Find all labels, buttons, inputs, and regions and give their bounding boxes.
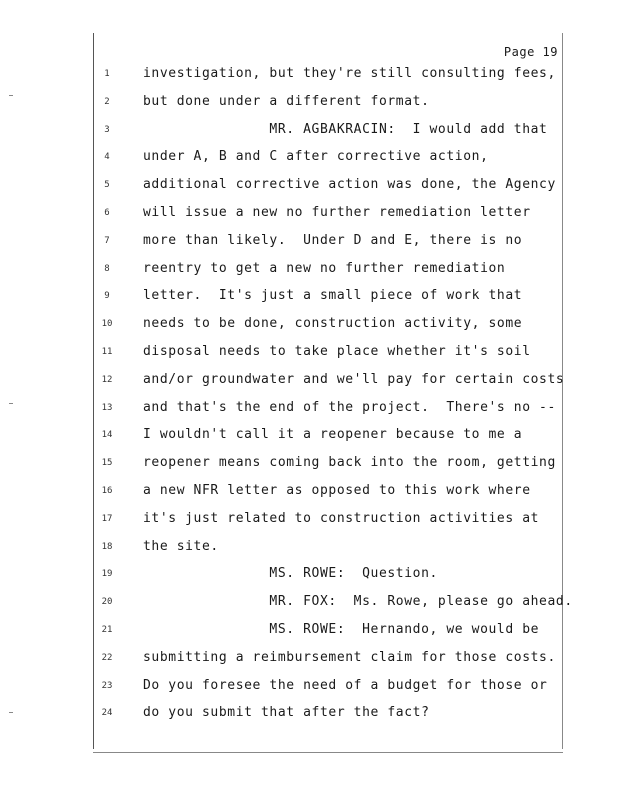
line-text: the site. (143, 538, 219, 554)
line-text: it's just related to construction activities at (143, 510, 540, 526)
line-number: 1 (104, 69, 110, 79)
line-number: 23 (101, 680, 113, 691)
line-number: 11 (101, 347, 113, 357)
transcript-line (0, 149, 618, 169)
line-text: reopener means coming back into the room, getting (143, 455, 556, 471)
line-text: and/or groundwater and we'll pay for certain costs (143, 371, 565, 387)
line-number: 2 (104, 96, 110, 107)
line-number: 19 (101, 569, 113, 580)
transcript-line (0, 705, 618, 725)
line-number: 13 (101, 402, 113, 413)
line-text: do you submit that after the fact? (143, 705, 430, 721)
line-number: 21 (101, 625, 113, 635)
line-text: disposal needs to take place whether it's soil (143, 344, 531, 359)
transcript-line (0, 455, 618, 475)
line-number: 17 (101, 513, 113, 524)
transcript-line (0, 261, 618, 281)
transcript-line (0, 622, 618, 642)
line-text: MS. ROWE: Question. (143, 566, 438, 582)
line-number: 4 (104, 152, 110, 163)
line-text: more than likely. Under D and E, there is no (143, 232, 523, 248)
transcript-line (0, 400, 618, 420)
transcript-line (0, 566, 618, 586)
transcript-line (0, 316, 618, 336)
line-number: 3 (104, 124, 110, 135)
transcript-line (0, 344, 618, 364)
line-text: investigation, but they're still consulting fees, (143, 66, 556, 81)
transcript-line (0, 66, 618, 86)
transcript-line (0, 372, 618, 392)
line-text: reentry to get a new no further remediation (143, 260, 506, 276)
line-number: 10 (101, 319, 113, 330)
transcript-line (0, 94, 618, 114)
line-text: under A, B and C after corrective action, (143, 149, 489, 165)
transcript-line (0, 678, 618, 698)
line-number: 14 (101, 430, 113, 441)
page-number-label: Page 19 (503, 45, 558, 59)
transcript-line (0, 511, 618, 531)
line-number: 16 (101, 486, 113, 496)
transcript-line (0, 650, 618, 670)
line-text: additional corrective action was done, the Agency (143, 177, 556, 193)
line-number: 20 (101, 597, 113, 608)
line-number: 15 (101, 458, 113, 469)
line-text: I wouldn't call it a reopener because to me a (143, 427, 523, 443)
line-number: 24 (101, 708, 113, 719)
line-number: 18 (101, 541, 113, 552)
transcript-line (0, 177, 618, 197)
line-text: will issue a new no further remediation letter (143, 205, 531, 220)
transcript-line (0, 233, 618, 253)
line-number: 5 (104, 180, 110, 191)
line-text: and that's the end of the project. There's no -- (143, 399, 556, 415)
line-text: needs to be done, construction activity, some (143, 316, 523, 332)
line-text: MR. AGBAKRACIN: I would add that (143, 121, 548, 137)
line-text: but done under a different format. (143, 93, 430, 109)
transcript-line (0, 539, 618, 559)
transcript-line (0, 122, 618, 142)
transcript-line (0, 288, 618, 308)
line-number: 8 (104, 263, 110, 274)
page-bottom-rule (93, 752, 563, 753)
line-text: a new NFR letter as opposed to this work where (143, 483, 531, 498)
line-number: 6 (104, 208, 110, 218)
line-text: MR. FOX: Ms. Rowe, please go ahead. (143, 594, 573, 610)
transcript-line (0, 483, 618, 503)
transcript-line (0, 205, 618, 225)
line-text: MS. ROWE: Hernando, we would be (143, 622, 540, 637)
line-text: submitting a reimbursement claim for those costs. (143, 649, 556, 665)
transcript-line (0, 427, 618, 447)
line-number: 12 (101, 374, 113, 385)
line-number: 7 (104, 235, 110, 246)
line-text: Do you foresee the need of a budget for those or (143, 677, 548, 693)
line-number: 22 (101, 652, 113, 663)
line-number: 9 (104, 291, 110, 302)
line-text: letter. It's just a small piece of work that (143, 288, 523, 304)
transcript-line (0, 594, 618, 614)
